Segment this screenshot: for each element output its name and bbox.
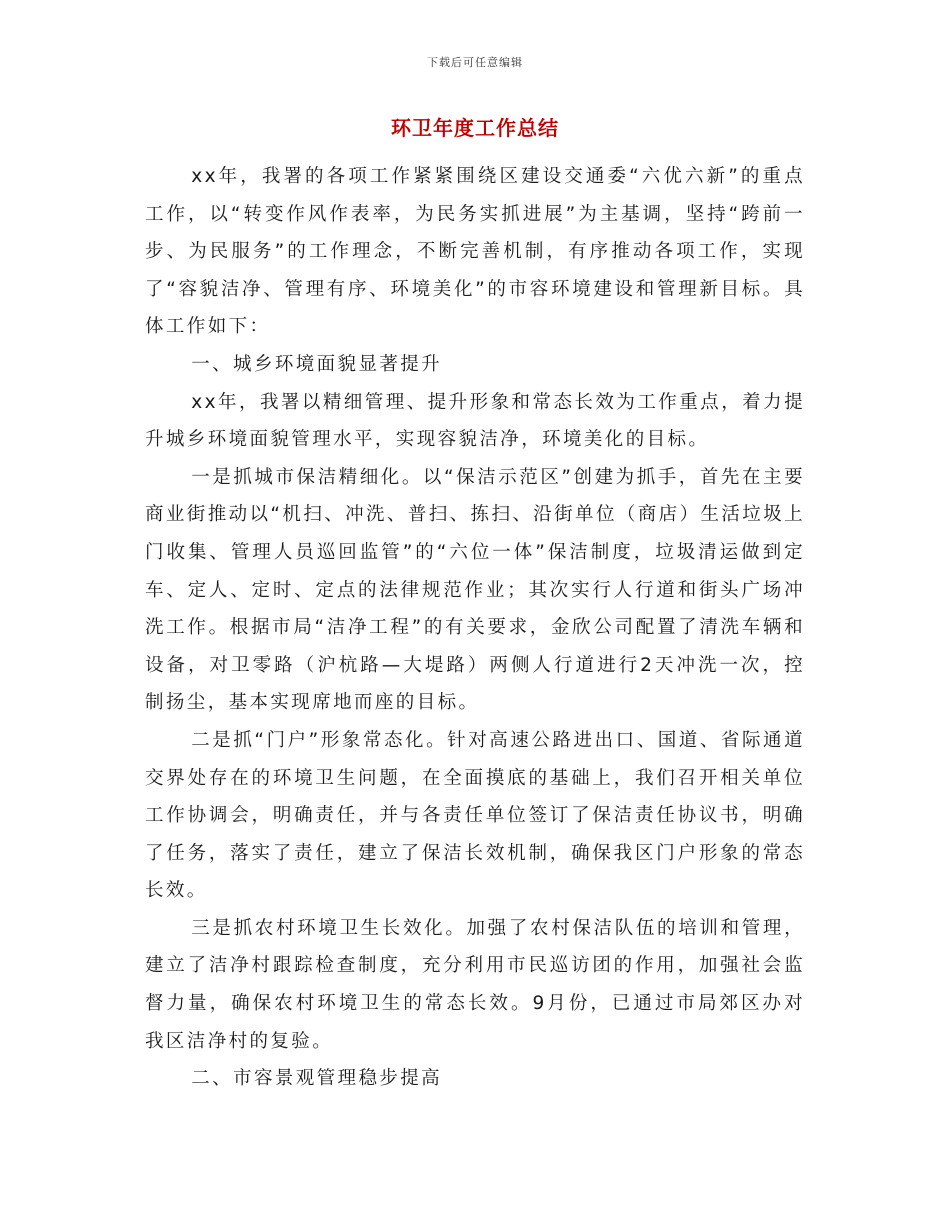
paragraph-gateway-image: 二是抓“门户”形象常态化。针对高速公路进出口、国道、省际通道交界处存在的环境卫生问题，在全面摸底的基础上，我们召开相关单位工作协调会，明确责任，并与各责任单位签订了保洁责任协议书，明确了任务，落实了责任，建立了保洁长效机制，确保我区门户形象的常态长效。: [145, 729, 805, 902]
header-note: 下载后可任意编辑: [427, 56, 523, 69]
paragraph-city-cleaning: 一是抓城市保洁精细化。以“保洁示范区”创建为抓手，首先在主要商业街推动以“机扫、冲洗、普扫、拣扫、沿街单位（商店）生活垃圾上门收集、管理人员巡回监管”的“六位一体”保洁制度，垃圾清运做到定车、定人、定时、定点的法律规范作业；其次实行人行道和街头广场冲洗工作。根据市局“洁净工程”的有关要求，金欣公司配置了清洗车辆和设备，对卫零路（沪杭路—大堤路）两侧人行道进行2天冲洗一次，控制扬尘，基本实现席地而座的目标。: [145, 466, 805, 714]
paragraph-section-1-intro: xx年，我署以精细管理、提升形象和常态长效为工作重点，着力提升城乡环境面貌管理水平，实现容貌洁净，环境美化的目标。: [145, 391, 805, 451]
paragraph-rural-sanitation: 三是抓农村环境卫生长效化。加强了农村保洁队伍的培训和管理，建立了洁净村跟踪检查制度，充分利用市民巡访团的作用，加强社会监督力量，确保农村环境卫生的常态长效。9月份，已通过市局郊区办对我区洁净村的复验。: [145, 917, 805, 1052]
document-title: 环卫年度工作总结: [391, 116, 559, 140]
section-heading-2: 二、市容景观管理稳步提高: [191, 1068, 443, 1090]
document-body: [145, 158, 805, 1098]
paragraph-intro: xx年，我署的各项工作紧紧围绕区建设交通委“六优六新”的重点工作，以“转变作风作表率，为民务实抓进展”为主基调，坚持“跨前一步、为民服务”的工作理念，不断完善机制，有序推动各项工作，实现了“容貌洁净、管理有序、环境美化”的市容环境建设和管理新目标。具体工作如下：: [145, 166, 805, 338]
section-heading-1: 一、城乡环境面貌显著提升: [191, 353, 443, 375]
